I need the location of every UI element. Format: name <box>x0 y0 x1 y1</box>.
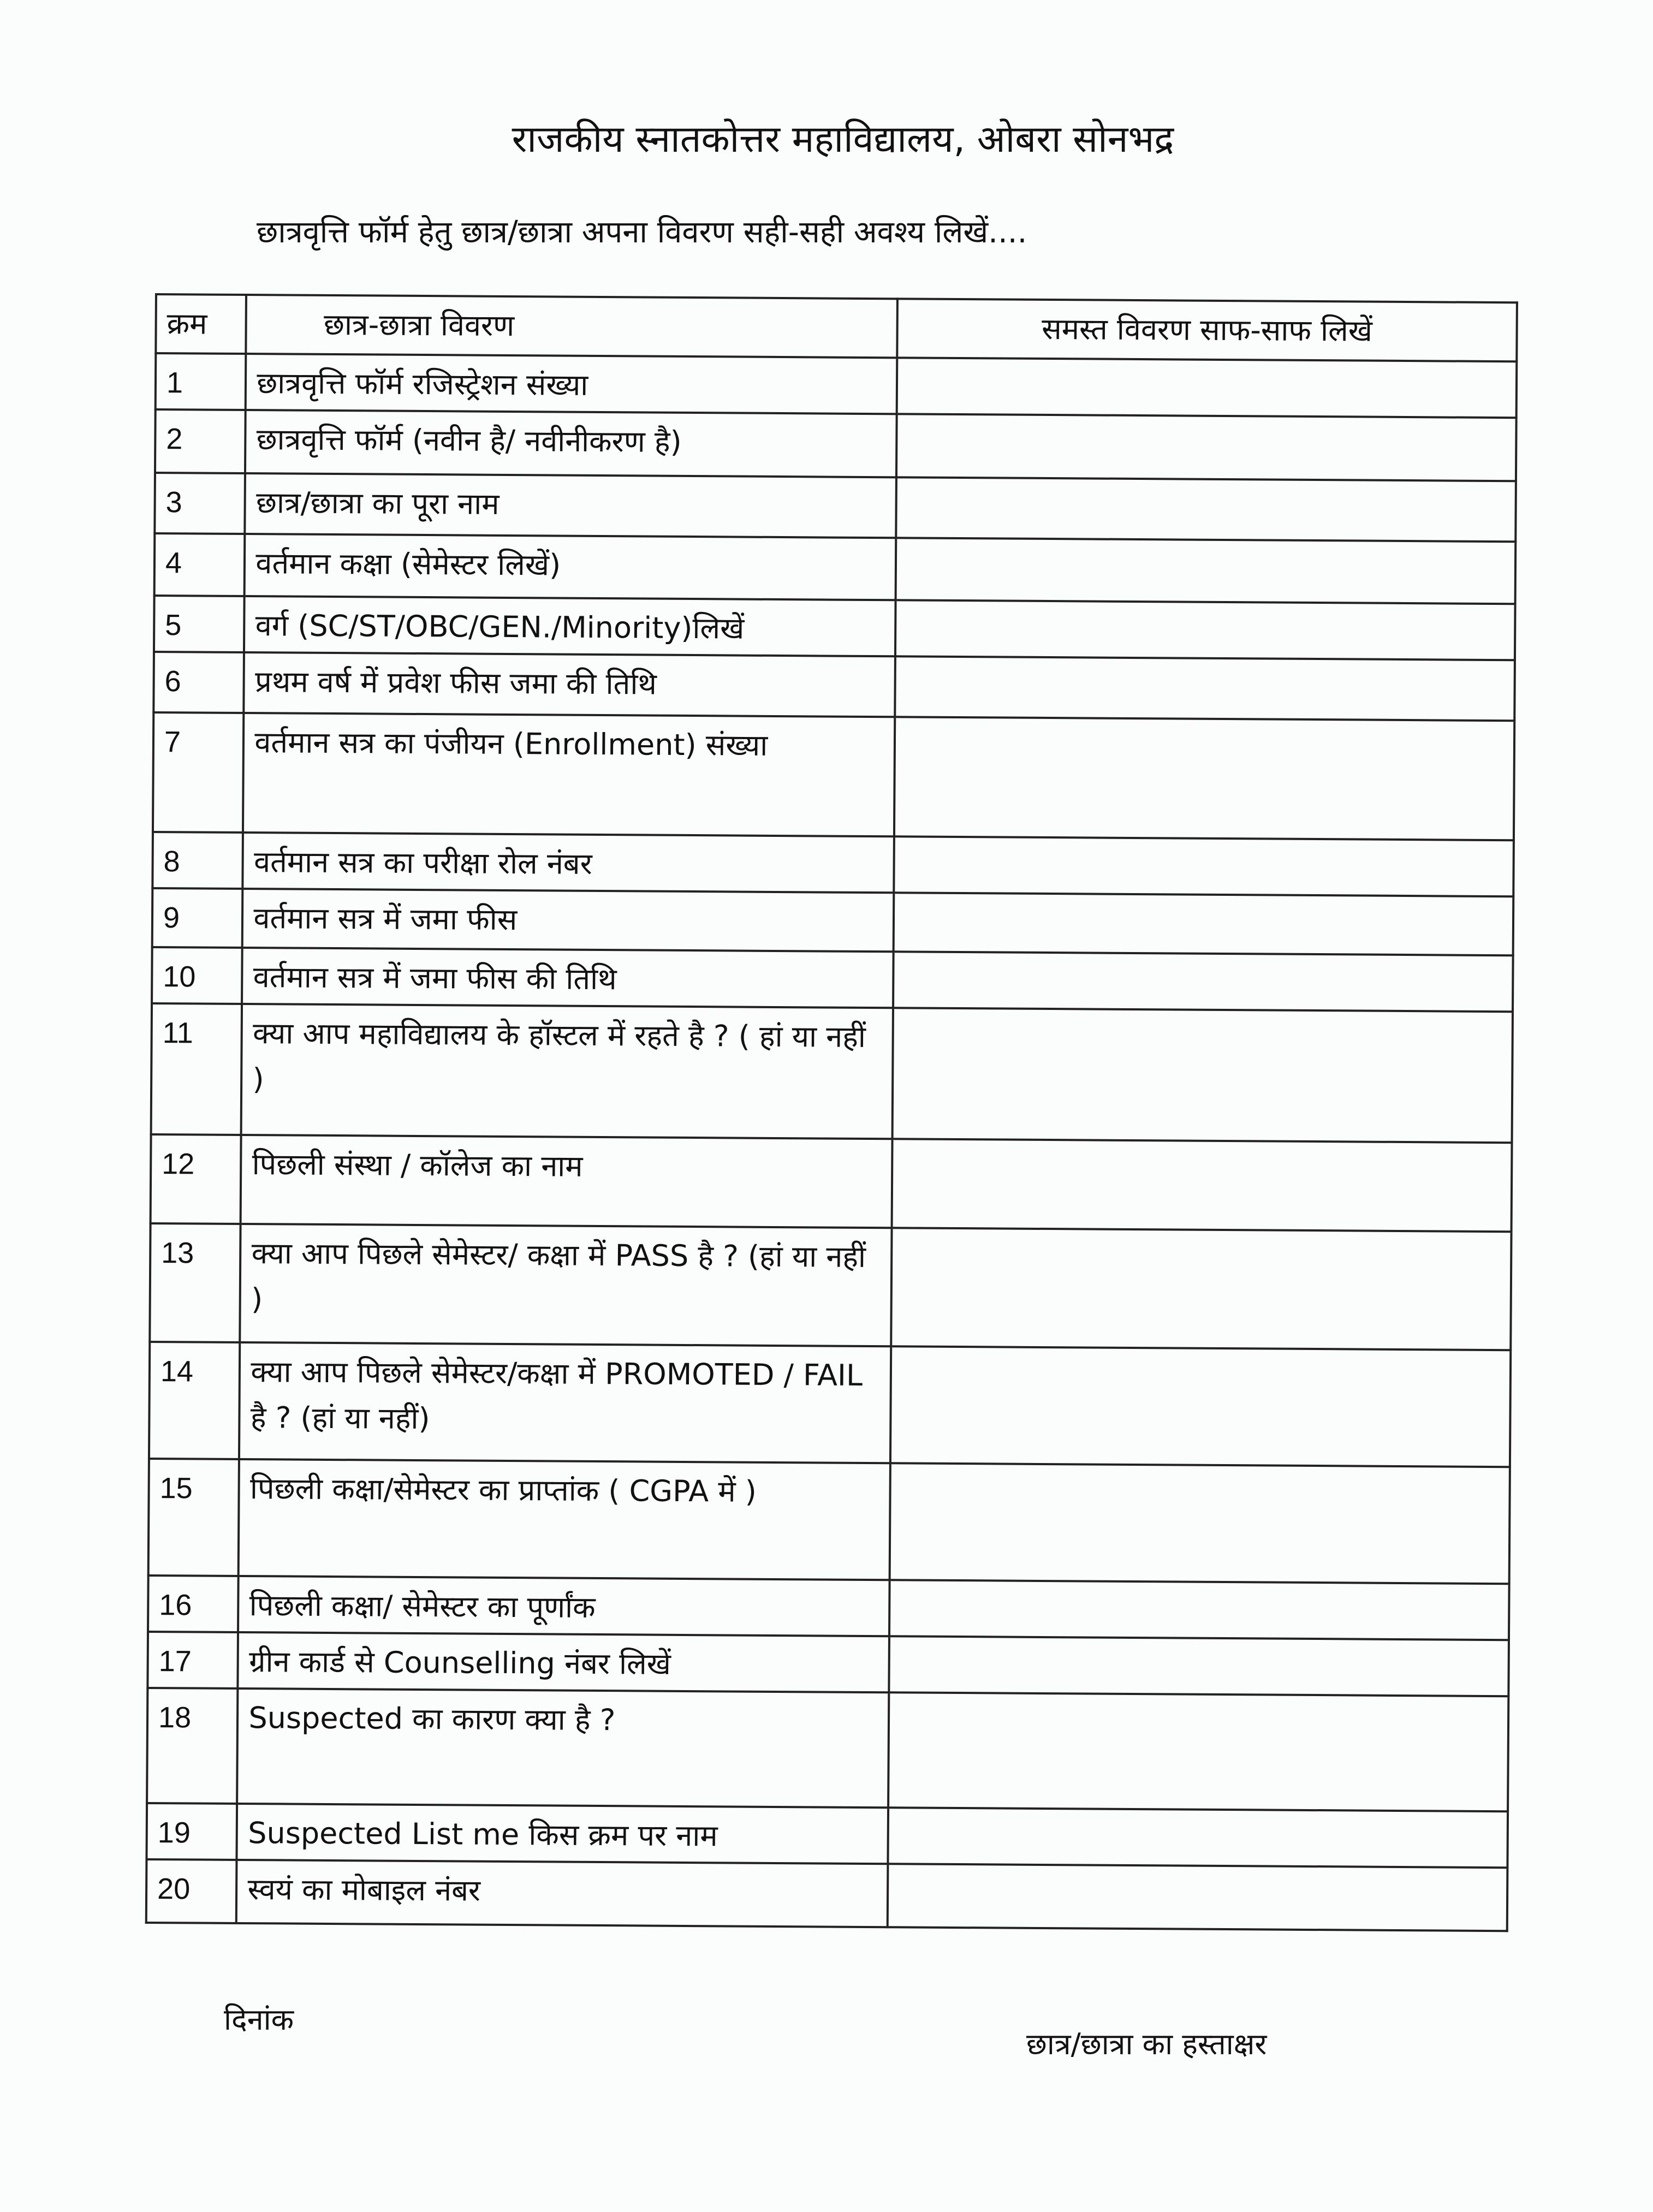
row-answer-field[interactable] <box>895 538 1515 604</box>
table-row <box>147 1632 1509 1696</box>
row-serial-number: 9 <box>152 888 243 948</box>
row-field-label: छात्र/छात्रा का पूरा नाम <box>245 473 896 538</box>
table-row <box>154 533 1516 604</box>
table-row <box>149 1342 1511 1467</box>
row-field-label: पिछली कक्षा/ सेमेस्टर का पूर्णांक <box>238 1576 889 1636</box>
row-serial-number: 10 <box>152 947 242 1004</box>
row-field-label: क्या आप पिछले सेमेस्टर/कक्षा में PROMOTED / FAIL है ? (हां या नहीं) <box>239 1342 891 1463</box>
row-field-label: वर्तमान सत्र में जमा फीस की तिथि <box>242 948 893 1008</box>
row-serial-number: 14 <box>149 1342 240 1459</box>
row-answer-field[interactable] <box>889 1636 1509 1696</box>
row-serial-number: 7 <box>153 712 244 833</box>
row-field-label: वर्ग (SC/ST/OBC/GEN./Minority)लिखें <box>244 596 895 656</box>
row-serial-number: 3 <box>154 473 245 534</box>
row-serial-number: 5 <box>154 596 245 652</box>
row-serial-number: 2 <box>155 409 246 473</box>
row-answer-field[interactable] <box>888 1692 1508 1811</box>
row-serial-number: 13 <box>150 1223 241 1342</box>
row-answer-field[interactable] <box>894 836 1514 896</box>
table-row <box>154 596 1515 660</box>
row-answer-field[interactable] <box>889 1463 1509 1584</box>
table-row <box>146 1859 1508 1931</box>
table-row <box>151 1134 1512 1232</box>
row-field-label: वर्तमान सत्र का परीक्षा रोल नंबर <box>243 833 894 893</box>
row-field-label: वर्तमान सत्र का पंजीयन (Enrollment) संख्या <box>243 713 895 836</box>
row-answer-field[interactable] <box>895 656 1515 721</box>
row-field-label: वर्तमान कक्षा (सेमेस्टर लिखें) <box>245 534 896 600</box>
row-serial-number: 6 <box>153 652 244 713</box>
row-answer-field[interactable] <box>891 1139 1512 1232</box>
row-serial-number: 17 <box>147 1632 238 1688</box>
table-row <box>153 712 1514 840</box>
row-serial-number: 16 <box>148 1575 239 1632</box>
scholarship-details-table <box>145 293 1518 1932</box>
row-serial-number: 11 <box>151 1003 242 1135</box>
date-label: दिनांक <box>224 2002 294 2037</box>
row-field-label: Suspected List me किस क्रम पर नाम <box>237 1804 888 1864</box>
table-row <box>148 1459 1510 1584</box>
row-answer-field[interactable] <box>888 1864 1508 1931</box>
table-row <box>155 409 1517 481</box>
table-row <box>150 1223 1511 1350</box>
column-header-answer: समस्त विवरण साफ-साफ लिखें <box>897 299 1517 361</box>
row-field-label: वर्तमान सत्र में जमा फीस <box>242 889 894 952</box>
college-title: राजकीय स्नातकोत्तर महाविद्यालय, ओबरा सोनभद्र <box>512 118 1174 161</box>
row-answer-field[interactable] <box>897 358 1517 418</box>
column-header-details: छात्र-छात्रा विवरण <box>246 295 897 358</box>
row-serial-number: 15 <box>148 1459 240 1576</box>
row-field-label: छात्रवृत्ति फॉर्म (नवीन है/ नवीनीकरण है) <box>245 410 896 477</box>
row-answer-field[interactable] <box>891 1228 1511 1350</box>
table-row <box>152 832 1514 896</box>
row-serial-number: 19 <box>146 1803 237 1860</box>
table-header-row <box>156 294 1517 361</box>
row-field-label: स्वयं का मोबाइल नंबर <box>236 1860 888 1927</box>
table-row <box>146 1803 1508 1868</box>
table-row <box>152 888 1514 955</box>
row-serial-number: 1 <box>156 353 246 410</box>
table-row <box>151 1003 1513 1143</box>
form-instruction: छात्रवृत्ति फॉर्म हेतु छात्र/छात्रा अपना विवरण सही-सही अवश्य लिखें.... <box>257 215 1027 250</box>
table-row <box>148 1575 1509 1640</box>
row-field-label: प्रथम वर्ष में प्रवेश फीस जमा की तिथि <box>244 652 895 717</box>
row-field-label: Suspected का कारण क्या है ? <box>237 1688 889 1807</box>
row-answer-field[interactable] <box>888 1807 1508 1868</box>
row-answer-field[interactable] <box>896 477 1516 542</box>
row-field-label: क्या आप महाविद्यालय के हॉस्टल में रहते है ? ( हां या नहीं ) <box>241 1004 893 1139</box>
table-row <box>154 473 1516 542</box>
table-row <box>147 1688 1508 1811</box>
row-answer-field[interactable] <box>892 1008 1513 1143</box>
row-field-label: क्या आप पिछले सेमेस्टर/ कक्षा में PASS है ? (हां या नहीं ) <box>240 1224 892 1346</box>
row-answer-field[interactable] <box>894 717 1514 840</box>
row-field-label: पिछली संस्था / कॉलेज का नाम <box>241 1135 892 1228</box>
row-serial-number: 4 <box>154 533 245 596</box>
row-answer-field[interactable] <box>894 893 1514 955</box>
row-answer-field[interactable] <box>893 952 1513 1012</box>
row-answer-field[interactable] <box>890 1346 1511 1467</box>
row-field-label: ग्रीन कार्ड से Counselling नंबर लिखें <box>238 1632 889 1692</box>
signature-label: छात्र/छात्रा का हस्ताक्षर <box>1026 2027 1267 2061</box>
row-field-label: छात्रवृत्ति फॉर्म रजिस्ट्रेशन संख्या <box>246 354 897 414</box>
row-serial-number: 20 <box>146 1859 237 1923</box>
table-row <box>153 652 1515 721</box>
column-header-serial: क्रम <box>156 294 246 354</box>
row-answer-field[interactable] <box>896 414 1517 481</box>
row-answer-field[interactable] <box>889 1580 1509 1640</box>
row-serial-number: 12 <box>151 1134 241 1224</box>
row-serial-number: 18 <box>147 1688 238 1804</box>
row-answer-field[interactable] <box>895 600 1515 660</box>
row-serial-number: 8 <box>152 832 243 889</box>
row-field-label: पिछली कक्षा/सेमेस्टर का प्राप्तांक ( CGPA में ) <box>239 1459 890 1580</box>
table-row <box>152 947 1513 1012</box>
table-row <box>156 353 1517 418</box>
